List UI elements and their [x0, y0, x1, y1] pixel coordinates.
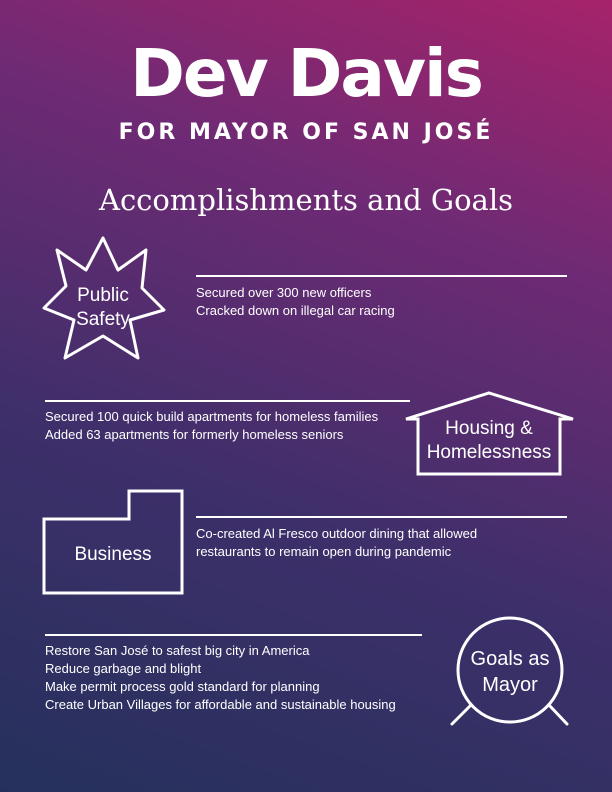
label-line-2: Safety [76, 309, 130, 330]
public-safety-list [196, 284, 395, 320]
section-divider [45, 400, 410, 402]
list-item: Co-created Al Fresco outdoor dining that allowed [196, 526, 478, 541]
candidate-subtitle: FOR MAYOR OF SAN JOSÉ [118, 120, 494, 145]
list-item: Added 63 apartments for formerly homeless seniors [45, 427, 344, 442]
housing-label [418, 417, 560, 465]
label-line-2: Mayor [482, 674, 538, 696]
label-line-1: Goals as [470, 648, 550, 670]
section-divider [196, 516, 567, 518]
list-item: Secured over 300 new officers [196, 285, 372, 300]
section-divider [45, 634, 422, 636]
label-line-1: Housing & [445, 418, 533, 439]
business-list [196, 525, 477, 561]
list-item: Create Urban Villages for affordable and sustainable housing [45, 697, 396, 712]
page-heading: Accomplishments and Goals [99, 183, 513, 217]
list-item: Restore San José to safest big city in America [45, 643, 310, 658]
section-divider [196, 275, 567, 277]
list-item: Make permit process gold standard for planning [45, 679, 320, 694]
housing-list [45, 408, 378, 444]
list-item: Cracked down on illegal car racing [196, 303, 395, 318]
label-line-1: Business [74, 544, 152, 565]
list-item: Reduce garbage and blight [45, 661, 202, 676]
storefront-icon [44, 491, 182, 593]
candidate-name: Dev Davis [130, 35, 482, 112]
goals-list [45, 642, 396, 714]
business-label [44, 543, 182, 567]
label-line-2: Homelessness [426, 442, 552, 463]
public-safety-label [63, 284, 143, 332]
goals-label [458, 646, 562, 698]
label-line-1: Public [77, 285, 129, 306]
list-item: restaurants to remain open during pandemic [196, 544, 452, 559]
list-item: Secured 100 quick build apartments for homeless families [45, 409, 379, 424]
